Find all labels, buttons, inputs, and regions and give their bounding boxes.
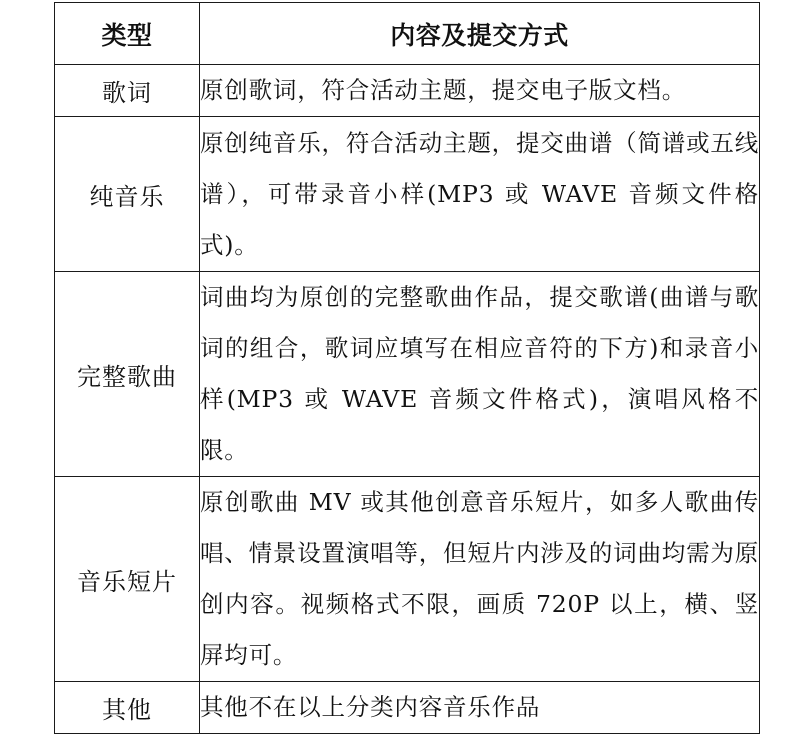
header-type: 类型 xyxy=(55,3,200,65)
content-cell-lyrics: 原创歌词，符合活动主题，提交电子版文档。 xyxy=(200,65,760,117)
type-cell-lyrics: 歌词 xyxy=(55,65,200,117)
content-cell-other: 其他不在以上分类内容音乐作品 xyxy=(200,682,760,734)
table-row xyxy=(55,477,760,682)
type-cell-pure-music: 纯音乐 xyxy=(55,117,200,272)
type-cell-music-video: 音乐短片 xyxy=(55,477,200,682)
table-row xyxy=(55,272,760,477)
table-row xyxy=(55,65,760,117)
content-cell-music-video: 原创歌曲 MV 或其他创意音乐短片，如多人歌曲传唱、情景设置演唱等，但短片内涉及的词曲均需为原创内容。视频格式不限，画质 720P 以上，横、竖屏均可。 xyxy=(200,477,760,682)
content-cell-complete-song: 词曲均为原创的完整歌曲作品，提交歌谱(曲谱与歌词的组合，歌词应填写在相应音符的下方)和录音小样(MP3 或 WAVE 音频文件格式)，演唱风格不限。 xyxy=(200,272,760,477)
table-row xyxy=(55,682,760,734)
submission-table xyxy=(54,2,760,734)
type-cell-other: 其他 xyxy=(55,682,200,734)
type-cell-complete-song: 完整歌曲 xyxy=(55,272,200,477)
table-row xyxy=(55,117,760,272)
table-header-row xyxy=(55,3,760,65)
content-cell-pure-music: 原创纯音乐，符合活动主题，提交曲谱（简谱或五线谱），可带录音小样(MP3 或 WAVE 音频文件格式)。 xyxy=(200,117,760,272)
header-content: 内容及提交方式 xyxy=(200,3,760,65)
